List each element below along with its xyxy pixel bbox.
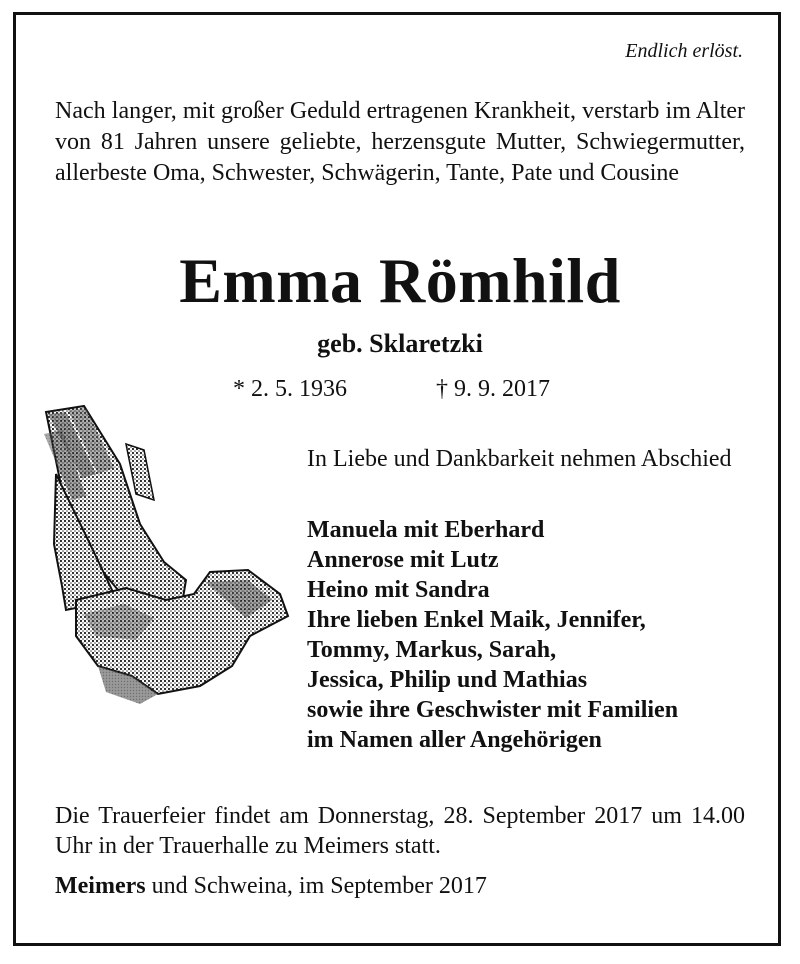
mourner-line: im Namen aller Angehörigen (307, 727, 602, 753)
mourner-line: Manuela mit Eberhard (307, 517, 545, 543)
mourner-line: Heino mit Sandra (307, 577, 490, 603)
place-and-date (55, 871, 487, 901)
maiden-name: geb. Sklaretzki (317, 329, 483, 358)
mourner-line: Tommy, Markus, Sarah, (307, 637, 557, 663)
birth-date: * 2. 5. 1936 (233, 376, 347, 402)
death-date: † 9. 9. 2017 (436, 376, 550, 402)
farewell-text: In Liebe und Dankbarkeit nehmen Abschied (307, 446, 732, 472)
place-town: Meimers (55, 873, 146, 899)
mourner-line: sowie ihre Geschwister mit Familien (307, 697, 679, 723)
deceased-name: Emma Römhild (179, 245, 621, 316)
praying-hands-icon (36, 404, 292, 708)
mourner-line: Ihre lieben Enkel Maik, Jennifer, (307, 607, 646, 633)
mourners-list (307, 515, 757, 755)
mourner-line: Jessica, Philip und Mathias (307, 667, 588, 693)
mourner-line: Annerose mit Lutz (307, 547, 499, 573)
motto: Endlich erlöst. (625, 40, 743, 62)
intro-text: Nach langer, mit großer Geduld ertragenen Krankheit, verstarb im Alter von 81 Jahren unsere geliebte, herzensgute Mutter, Schwiegermutter, allerbeste Oma, Schwester, Schwägerin, Tante, Pate und Cousine (55, 98, 745, 186)
funeral-service-text: Die Trauerfeier findet am Donnerstag, 28. September 2017 um 14.00 Uhr in der Trauerhalle zu Meimers statt. (55, 803, 745, 859)
place-rest: und Schweina, im September 2017 (145, 873, 487, 899)
